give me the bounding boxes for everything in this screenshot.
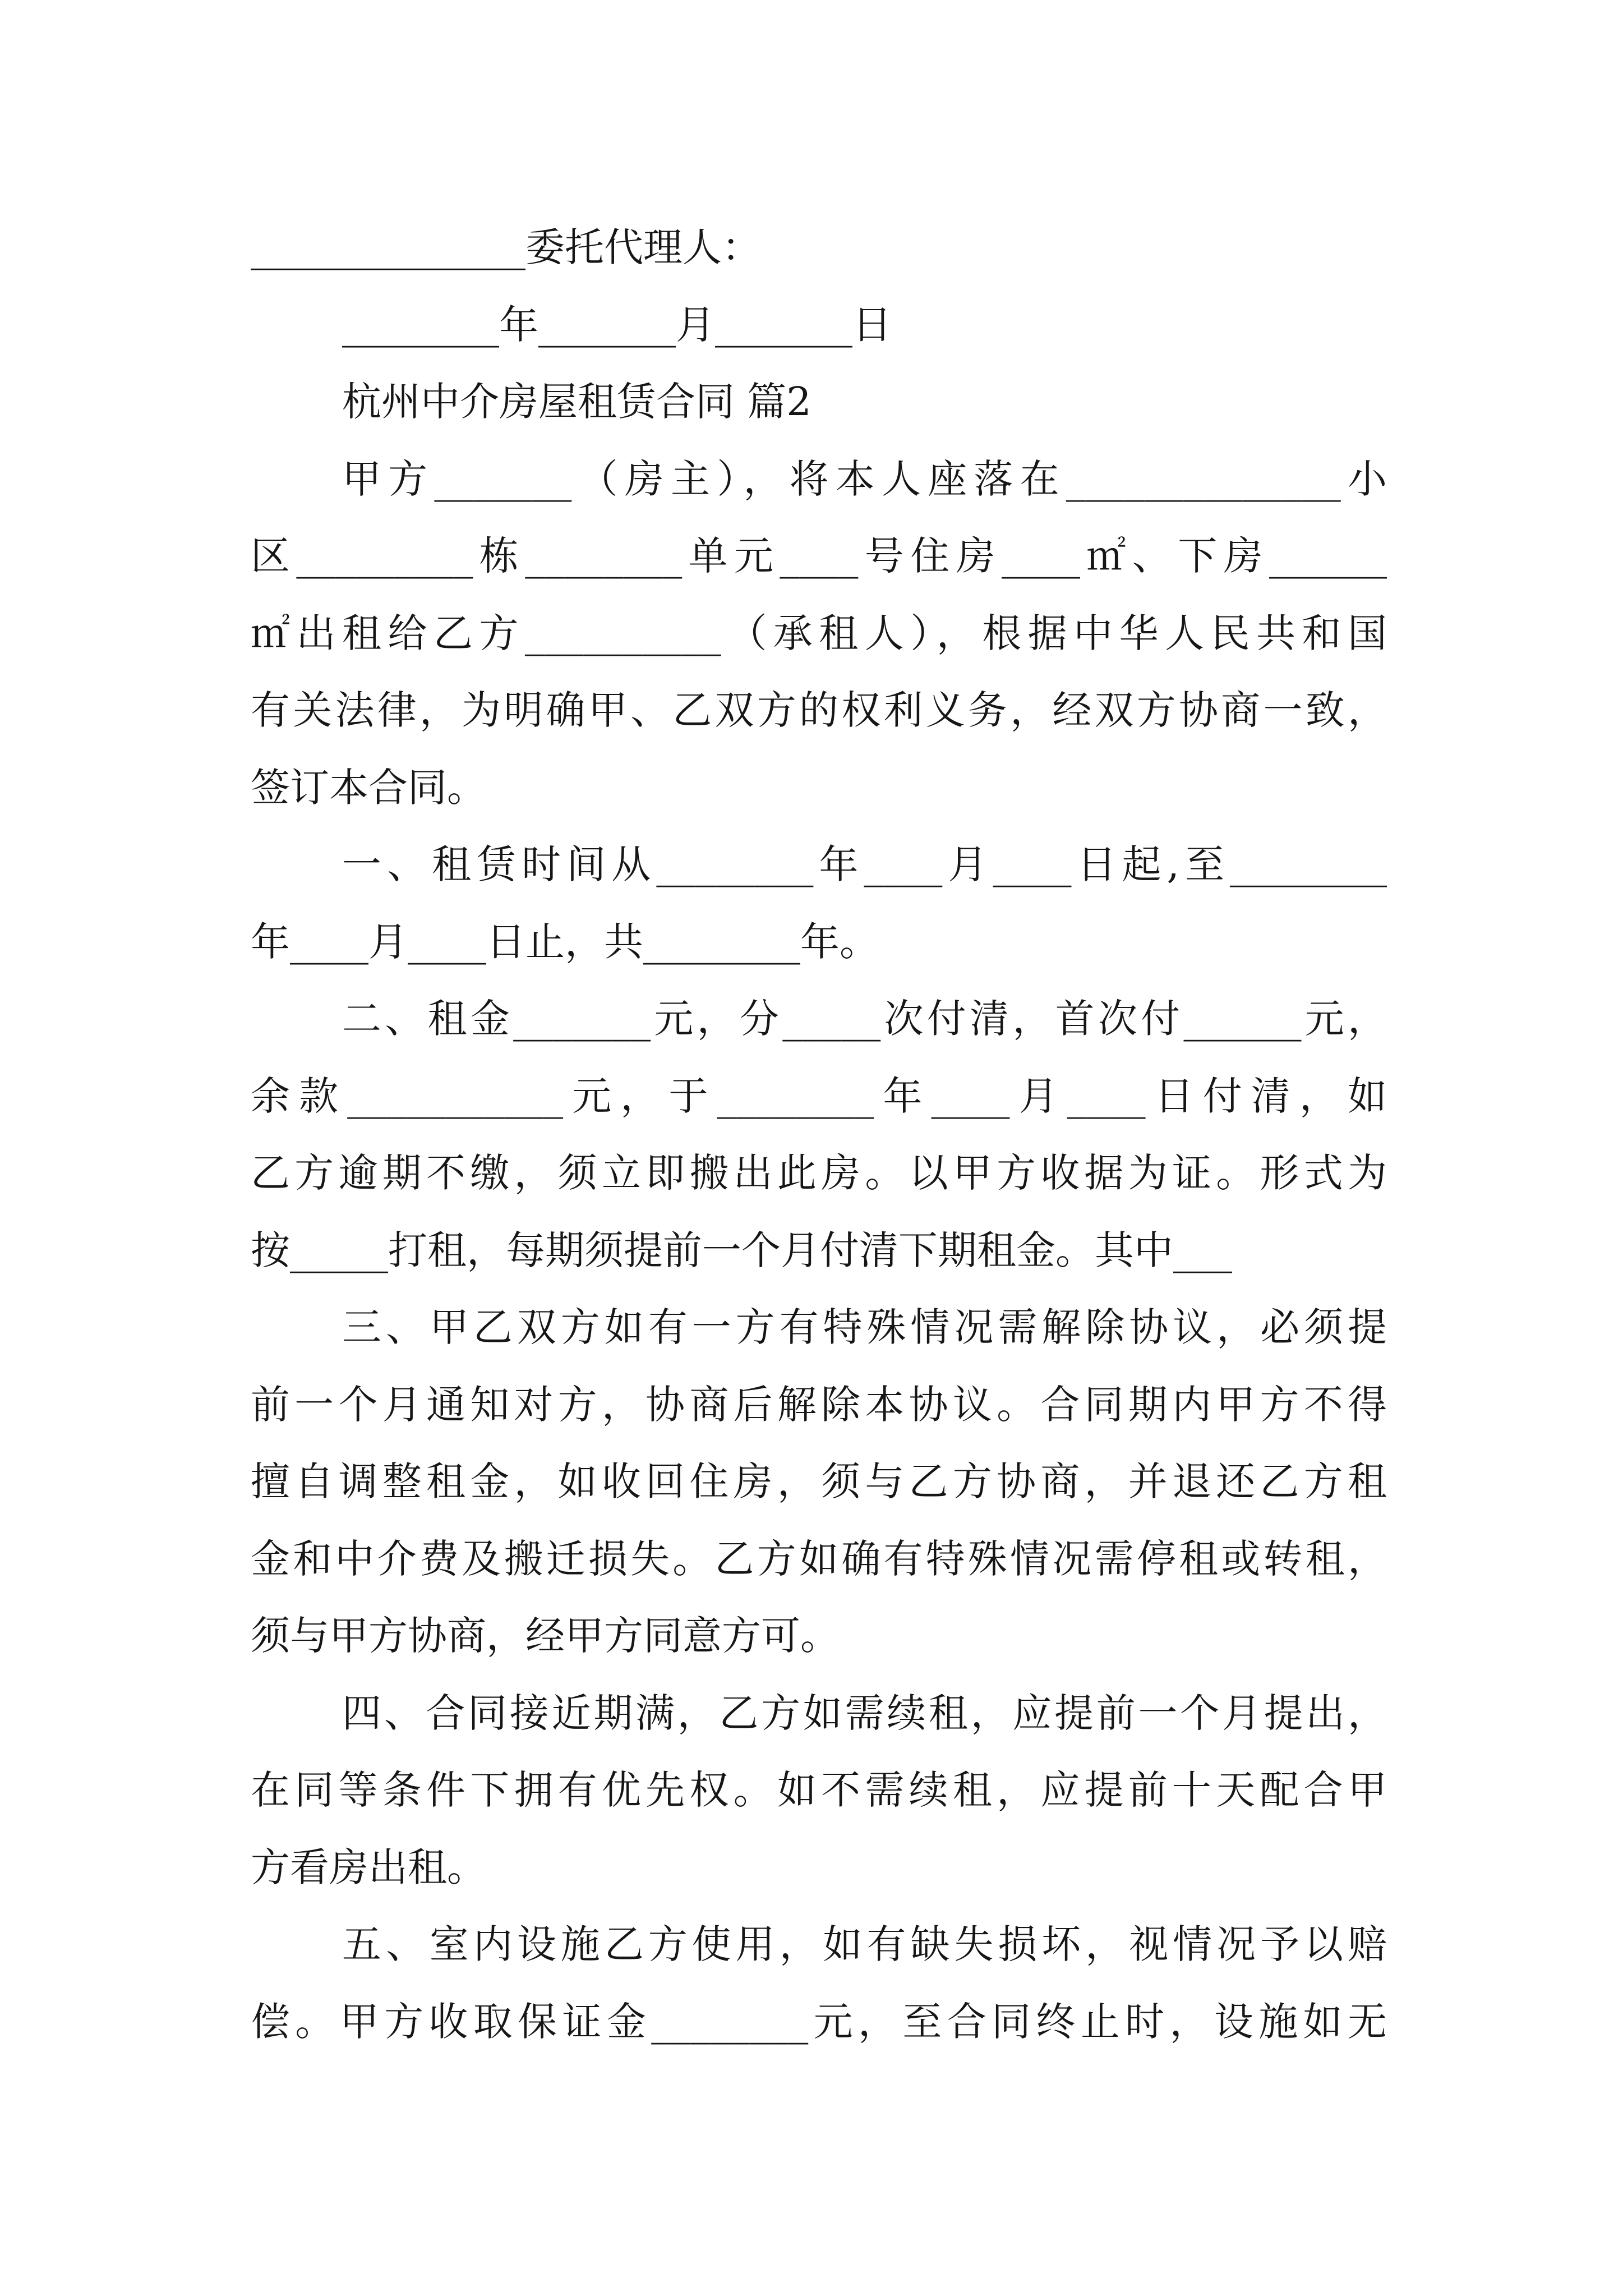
paragraph-line: 一、租赁时间从________年____月____日起,至________: [342, 841, 1387, 887]
paragraph-line: 偿。甲方收取保证金________元，至合同终止时，设施如无: [251, 1998, 1387, 2045]
paragraph-line: 有关法律，为明确甲、乙双方的权利义务，经双方协商一致，: [251, 687, 1387, 733]
paragraph-parties: [251, 441, 1387, 827]
paragraph-clause-5: [251, 1906, 1387, 2060]
section-title: 杭州中介房屋租赁合同 篇2: [342, 379, 811, 425]
paragraph-clause-1: [251, 826, 1387, 981]
paragraph-line: 方看房出租。: [251, 1844, 486, 1890]
paragraph-line: 金和中介费及搬迁损失。乙方如确有特殊情况需停租或转租，: [251, 1535, 1387, 1582]
paragraph-line: 签订本合同。: [251, 764, 486, 811]
paragraph-line: 须与甲方协商，经甲方同意方可。: [251, 1613, 840, 1659]
date-line: ________年_______月_______日: [342, 301, 892, 348]
paragraph-line: 四、合同接近期满，乙方如需续租，应提前一个月提出，: [342, 1690, 1387, 1736]
paragraph-line: 五、室内设施乙方使用，如有缺失损坏，视情况予以赔: [342, 1921, 1387, 1967]
paragraph-line: 二、租金_______元，分_____次付清，首次付______元，: [342, 996, 1387, 1042]
paragraph-line: 擅自调整租金，如收回住房，须与乙方协商，并退还乙方租: [251, 1458, 1387, 1504]
paragraph-clause-4: [251, 1675, 1387, 1907]
paragraph-clause-2: [251, 981, 1387, 1289]
paragraph-line: ㎡出租给乙方__________（承租人），根据中华人民共和国: [251, 610, 1387, 656]
paragraph-line: 三、甲乙双方如有一方有特殊情况需解除协议，必须提: [342, 1304, 1387, 1350]
document-body: [251, 209, 1387, 2060]
paragraph-line: 年____月____日止，共________年。: [251, 918, 879, 965]
agent-signature-line: ______________委托代理人：: [251, 224, 761, 270]
paragraph-line: 前一个月通知对方，协商后解除本协议。合同期内甲方不得: [251, 1381, 1387, 1428]
paragraph-line: 甲方_______（房主），将本人座落在______________小: [342, 455, 1387, 502]
paragraph-line: 余款___________元，于________年____月____日付清，如: [251, 1073, 1387, 1119]
paragraph-line: 区_________栋________单元____号住房____㎡、下房______: [251, 533, 1387, 579]
paragraph-clause-3: [251, 1289, 1387, 1675]
paragraph-line: 按_____打租，每期须提前一个月付清下期租金。其中___: [251, 1227, 1232, 1273]
paragraph-line: 乙方逾期不缴，须立即搬出此房。以甲方收据为证。形式为: [251, 1150, 1387, 1196]
paragraph-line: 在同等条件下拥有优先权。如不需续租，应提前十天配合甲: [251, 1767, 1387, 1813]
